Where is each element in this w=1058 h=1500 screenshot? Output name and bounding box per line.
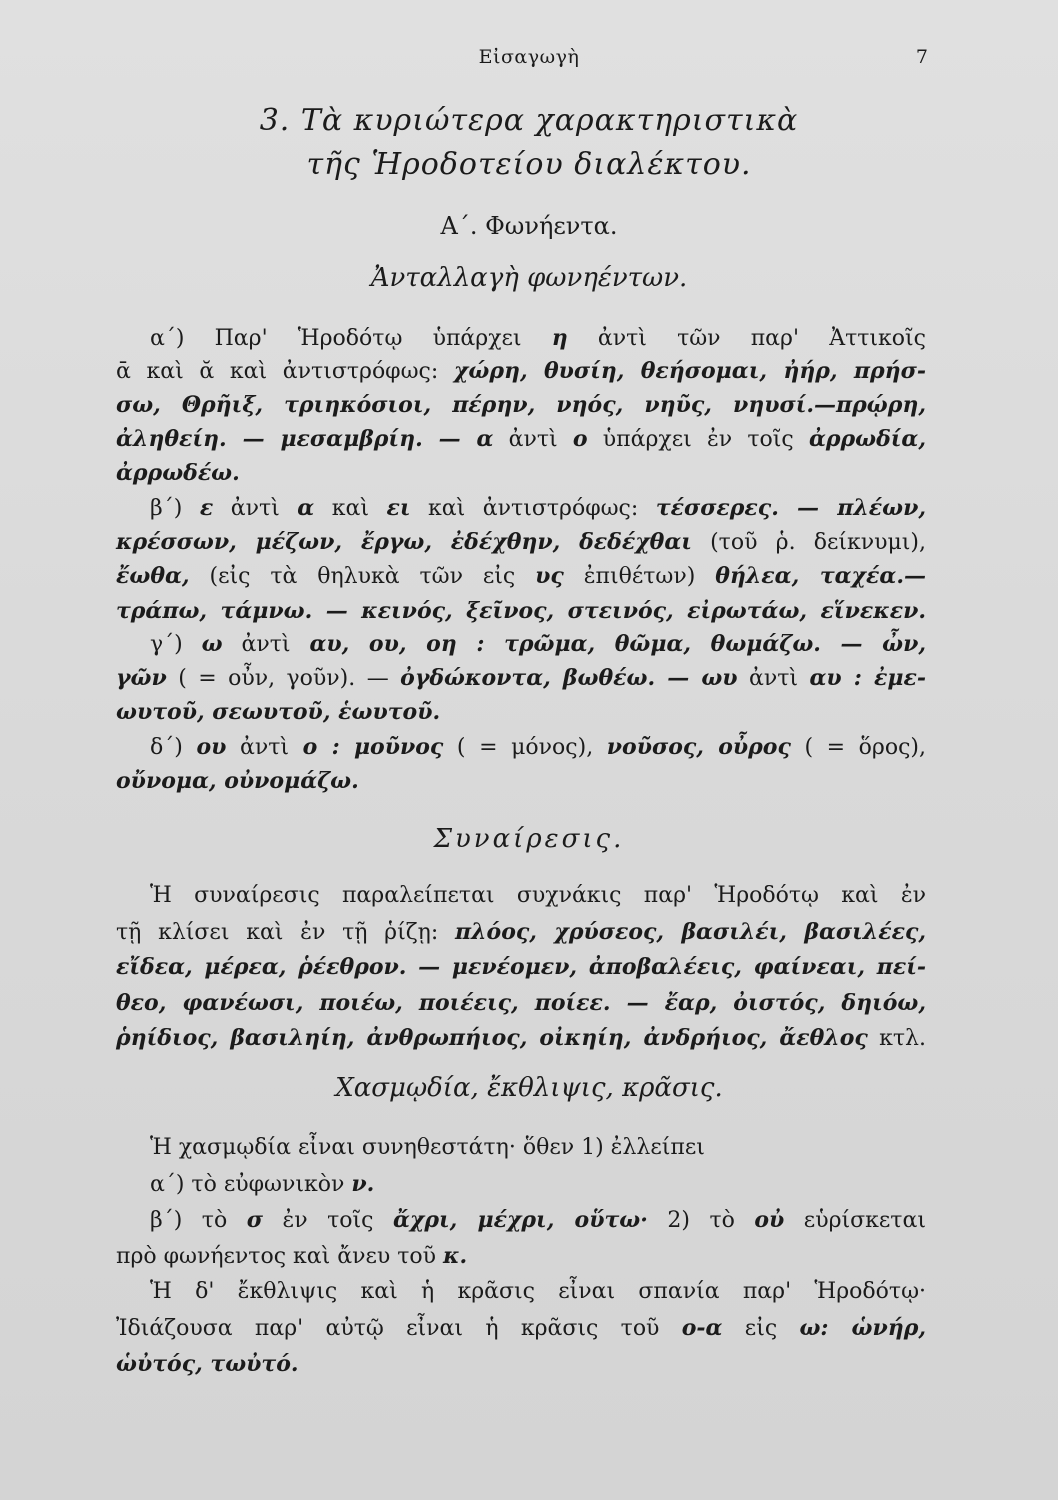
text-line <box>116 766 926 797</box>
bold-example: α <box>297 495 315 521</box>
text-line <box>116 663 926 694</box>
text-line <box>116 1023 926 1054</box>
bold-example: τέσσερες. — πλέων, <box>655 495 927 521</box>
text-span: α΄) τὸ εὐφωνικὸν <box>150 1172 352 1197</box>
text-span: ( = ὅρος), <box>790 735 926 760</box>
text-line <box>150 629 926 660</box>
bold-example: σω, Θρῆιξ, τριηκόσιοι, πέρην, νηός, νηῦς, νηυσί.—πρῴρη, <box>116 392 926 418</box>
bold-example: σ <box>246 1207 263 1233</box>
subheading-chasmodia: Χασμῳδία, ἔκθλιψις, κρᾶσις. <box>335 1073 723 1103</box>
text-span: ἐπιθέτων) <box>563 564 716 589</box>
text-span: καὶ ἀντιστρόφως: <box>410 496 656 521</box>
bold-example: ν. <box>351 1171 375 1197</box>
text-span: Ἰδιάζουσα παρ' αὐτῷ εἶναι ἡ κρᾶσις τοῦ <box>116 1316 682 1341</box>
text-span: ἀντὶ <box>213 496 298 521</box>
text-span: πρὸ φωνήεντος καὶ ἄνευ τοῦ <box>116 1244 444 1269</box>
text-line <box>116 952 926 983</box>
section-heading: Α΄. Φωνήεντα. <box>440 212 618 240</box>
bold-example: οὐ <box>754 1207 785 1233</box>
text-span: δ΄) <box>150 735 197 760</box>
bold-example: ἔωθα, <box>116 563 190 589</box>
subheading-synairesis: Συναίρεσις. <box>433 824 625 854</box>
text-line <box>116 1241 926 1272</box>
text-span: (εἰς τὰ θηλυκὰ τῶν εἰς <box>189 564 536 589</box>
bold-example: ἀρρωδέω. <box>116 460 240 486</box>
bold-example: ο <box>572 426 588 452</box>
text-span: (τοῦ ῥ. δείκνυμι), <box>691 530 926 555</box>
text-line <box>116 596 926 627</box>
text-span: τῇ κλίσει καὶ ἐν τῇ ῥίζῃ: <box>116 920 456 945</box>
text-span: Ἡ συναίρεσις παραλείπεται συχνάκις παρ' Ἡροδότῳ καὶ ἐν <box>150 883 926 908</box>
text-line <box>150 1133 926 1163</box>
bold-example: η <box>551 325 568 351</box>
bold-example: θεο, φανέωσι, ποιέω, ποιέεις, ποίεε. — ἔαρ, ὀιστός, δηιόω, <box>116 990 926 1016</box>
text-line <box>150 1169 926 1200</box>
text-line <box>116 988 926 1019</box>
text-span: κτλ. <box>867 1026 926 1051</box>
bold-example: χώρη, θυσίη, θεήσομαι, ἠήρ, πρήσ- <box>453 358 926 384</box>
bold-example: θήλεα, ταχέα.— <box>715 563 926 589</box>
text-line <box>150 323 926 354</box>
text-line <box>116 527 926 558</box>
text-span: ὑπάρχει ἐν τοῖς <box>587 427 809 452</box>
text-line <box>116 458 926 489</box>
bold-example: ῥηίδιος, βασιληίη, ἀνθρωπήιος, οἰκηίη, ἀνδρήιος, ἄεθλος <box>116 1025 868 1051</box>
text-span: Ἡ χασμῳδία εἶναι συνηθεστάτη· ὅθεν 1) ἐλλείπει <box>150 1135 705 1160</box>
text-span: ἀντὶ τῶν παρ' Ἀττικοῖς <box>567 326 926 351</box>
page-number: 7 <box>915 46 928 68</box>
text-span: β΄) <box>150 496 200 521</box>
bold-example: αυ : ἐμε- <box>809 665 927 691</box>
bold-example: κρέσσων, μέζων, ἔργω, ἐδέχθην, δεδέχθαι <box>116 529 692 555</box>
text-line <box>116 1349 926 1380</box>
bold-example: κ. <box>443 1243 468 1269</box>
text-span: καὶ <box>314 496 387 521</box>
bold-example: ἀληθείη. — μεσαμβρίη. — α <box>116 426 494 452</box>
bold-example: ἀρρωδία, <box>808 426 926 452</box>
text-span: β΄) τὸ <box>150 1208 247 1233</box>
bold-example: ἄχρι, μέχρι, οὕτω· <box>392 1207 648 1233</box>
text-line <box>116 917 926 948</box>
text-line <box>116 424 926 455</box>
text-span: ᾱ καὶ ᾰ καὶ ἀντιστρόφως: <box>116 359 454 384</box>
text-span: εἰς <box>722 1316 800 1341</box>
text-span: Ἡ δ' ἔκθλιψις καὶ ἡ κρᾶσις εἶναι σπανία παρ' Ἡροδότῳ· <box>150 1279 926 1304</box>
text-span: ἐν τοῖς <box>262 1208 393 1233</box>
text-line <box>150 732 926 763</box>
bold-example: ὡὐτός, τωὐτό. <box>116 1351 299 1377</box>
bold-example: πλόος, χρύσεος, βασιλέι, βασιλέες, <box>455 919 927 945</box>
chapter-title-line-1: 3. Τὰ κυριώτερα χαρακτηριστικὰ <box>259 103 799 138</box>
text-line <box>150 1277 926 1307</box>
text-line <box>116 697 926 728</box>
subheading-antallagi: Ἀνταλλαγὴ φωνηέντων. <box>370 263 688 293</box>
bold-example: ε <box>199 495 214 521</box>
text-span: γ΄) <box>150 632 202 657</box>
bold-example: νοῦσος, οὖρος <box>606 734 791 760</box>
text-line <box>116 561 926 592</box>
text-line <box>116 1313 926 1344</box>
bold-example: οὔνομα, οὐνομάζω. <box>116 768 359 794</box>
bold-example: ο : μοῦνος <box>302 734 444 760</box>
chapter-title-line-2: τῆς Ἡροδοτείου διαλέκτου. <box>306 147 752 182</box>
text-span: εὑρίσκεται <box>784 1208 926 1233</box>
running-head: Εἰσαγωγὴ <box>478 46 580 68</box>
bold-example: υς <box>535 563 564 589</box>
text-span: ἀντὶ <box>222 632 310 657</box>
text-span: α΄) Παρ' Ἡροδότῳ ὑπάρχει <box>150 326 552 351</box>
text-line <box>150 1205 926 1236</box>
text-span: 2) τὸ <box>647 1208 755 1233</box>
text-line <box>116 390 926 421</box>
bold-example: ωυτοῦ, σεωυτοῦ, ἑωυτοῦ. <box>116 699 441 725</box>
text-line <box>150 493 926 524</box>
bold-example: εἴδεα, μέρεα, ῥέεθρον. — μενέομεν, ἀποβαλέεις, φαίνεαι, πεί- <box>116 954 926 980</box>
text-line <box>116 356 926 387</box>
text-span: ( = οὖν, γοῦν). — <box>166 666 401 691</box>
bold-example: ω: ὡνήρ, <box>799 1315 926 1341</box>
bold-example: αυ, ου, οη : τρῶμα, θῶμα, θωμάζω. — ὦν, <box>309 631 926 657</box>
bold-example: ου <box>196 734 227 760</box>
text-span: ἀντὶ <box>737 666 810 691</box>
text-span: ( = μόνος), <box>443 735 607 760</box>
bold-example: ὀγδώκοντα, βωθέω. — ωυ <box>400 665 738 691</box>
bold-example: ει <box>386 495 411 521</box>
bold-example: ο-α <box>681 1315 723 1341</box>
text-line <box>150 881 926 911</box>
bold-example: ω <box>201 631 223 657</box>
bold-example: τράπω, τάμνω. — κεινός, ξεῖνος, στεινός, εἰρωτάω, εἵνεκεν. <box>116 598 926 624</box>
bold-example: γῶν <box>116 665 167 691</box>
text-span: ἀντὶ <box>493 427 573 452</box>
text-span: ἀντὶ <box>226 735 303 760</box>
